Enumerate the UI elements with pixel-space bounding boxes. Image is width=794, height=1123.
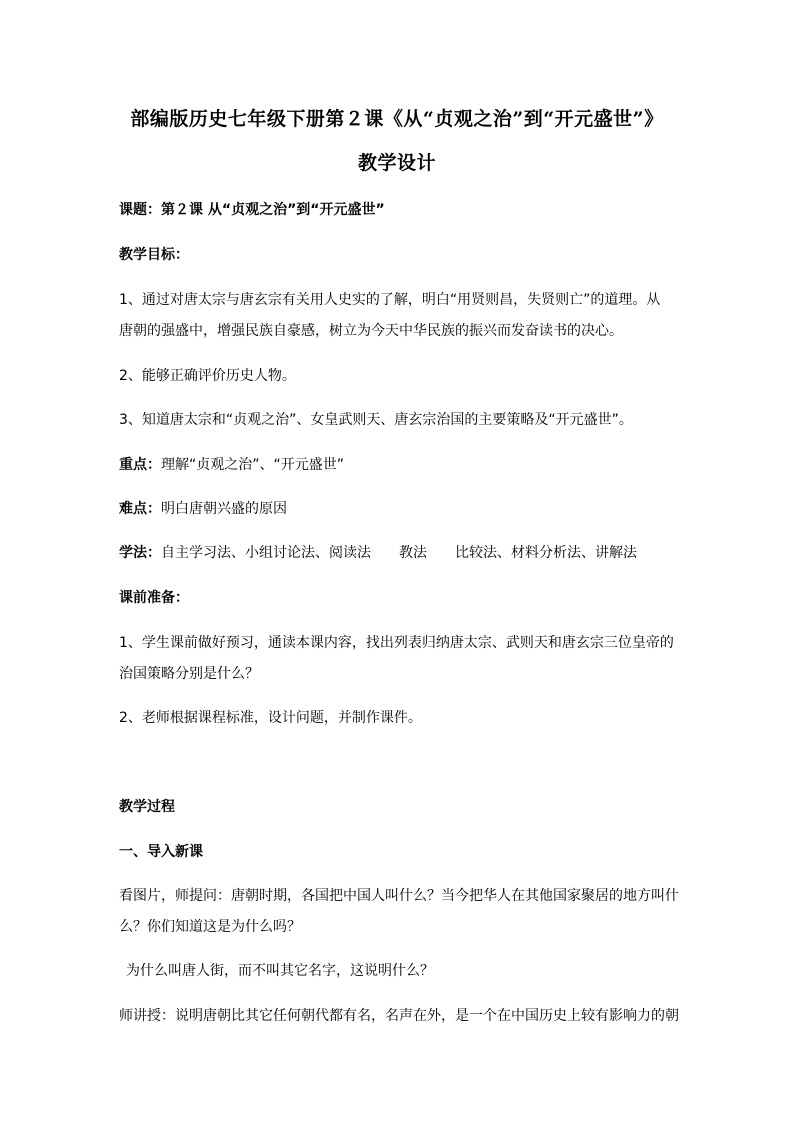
difficulty-value: 明白唐朝兴盛的原因 bbox=[161, 501, 287, 517]
paragraph-1-line-2: 么？你们知道这是为什么吗？ bbox=[119, 919, 301, 935]
objectives-heading: 教学目标： bbox=[119, 247, 189, 263]
objective-2: 2、能够正确评价历史人物。 bbox=[119, 368, 296, 384]
methods bbox=[119, 542, 699, 562]
preparation-1-line-1: 1、学生课前做好预习，通读本课内容，找出列表归纳唐太宗、武则天和唐玄宗三位皇帝的 bbox=[119, 635, 674, 651]
methods-label: 学法： bbox=[119, 545, 161, 561]
section-1-heading: 一、导入新课 bbox=[119, 844, 203, 860]
paragraph-2: 为什么叫唐人街，而不叫其它名字，这说明什么？ bbox=[126, 963, 434, 979]
preparation-1-line-2: 治国策略分别是什么？ bbox=[119, 666, 259, 682]
difficulty-label: 难点： bbox=[119, 501, 161, 517]
process-heading: 教学过程 bbox=[119, 799, 175, 815]
objective-3: 3、知道唐太宗和“贞观之治”、女皇武则天、唐玄宗治国的主要策略及“开元盛世”。 bbox=[119, 412, 633, 428]
objective-1-line-2: 唐朝的强盛中，增强民族自豪感，树立为今天中华民族的振兴而发奋读书的决心。 bbox=[119, 323, 623, 339]
paragraph-3: 师讲授：说明唐朝比其它任何朝代都有名，名声在外，是一个在中国历史上较有影响力的朝 bbox=[119, 1008, 679, 1024]
key-point-value: 理解“贞观之治”、“开元盛世” bbox=[161, 457, 345, 473]
document-title-line-2: 教学设计 bbox=[357, 152, 436, 174]
methods-value: 自主学习法、小组讨论法、阅读法 教法 比较法、材料分析法、讲解法 bbox=[161, 545, 637, 561]
difficulty bbox=[119, 498, 699, 518]
objective-1-line-1: 1、通过对唐太宗与唐玄宗有关用人史实的了解，明白“用贤则昌，失贤则亡”的道理。从 bbox=[119, 292, 661, 308]
key-point bbox=[119, 454, 699, 474]
lesson-topic bbox=[119, 199, 699, 219]
preparation-heading: 课前准备： bbox=[119, 590, 189, 606]
lesson-topic-value: 第２课 从“贞观之治”到“开元盛世” bbox=[161, 202, 385, 218]
document-title-line-1: 部编版历史七年级下册第２课《从“贞观之治”到“开元盛世”》 bbox=[130, 108, 664, 130]
preparation-2: 2、老师根据课程标准，设计问题，并制作课件。 bbox=[119, 710, 422, 726]
paragraph-1-line-1: 看图片，师提问：唐朝时期，各国把中国人叫什么？当今把华人在其他国家聚居的地方叫什 bbox=[119, 888, 679, 904]
lesson-topic-label: 课题： bbox=[119, 202, 161, 218]
key-point-label: 重点： bbox=[119, 457, 161, 473]
